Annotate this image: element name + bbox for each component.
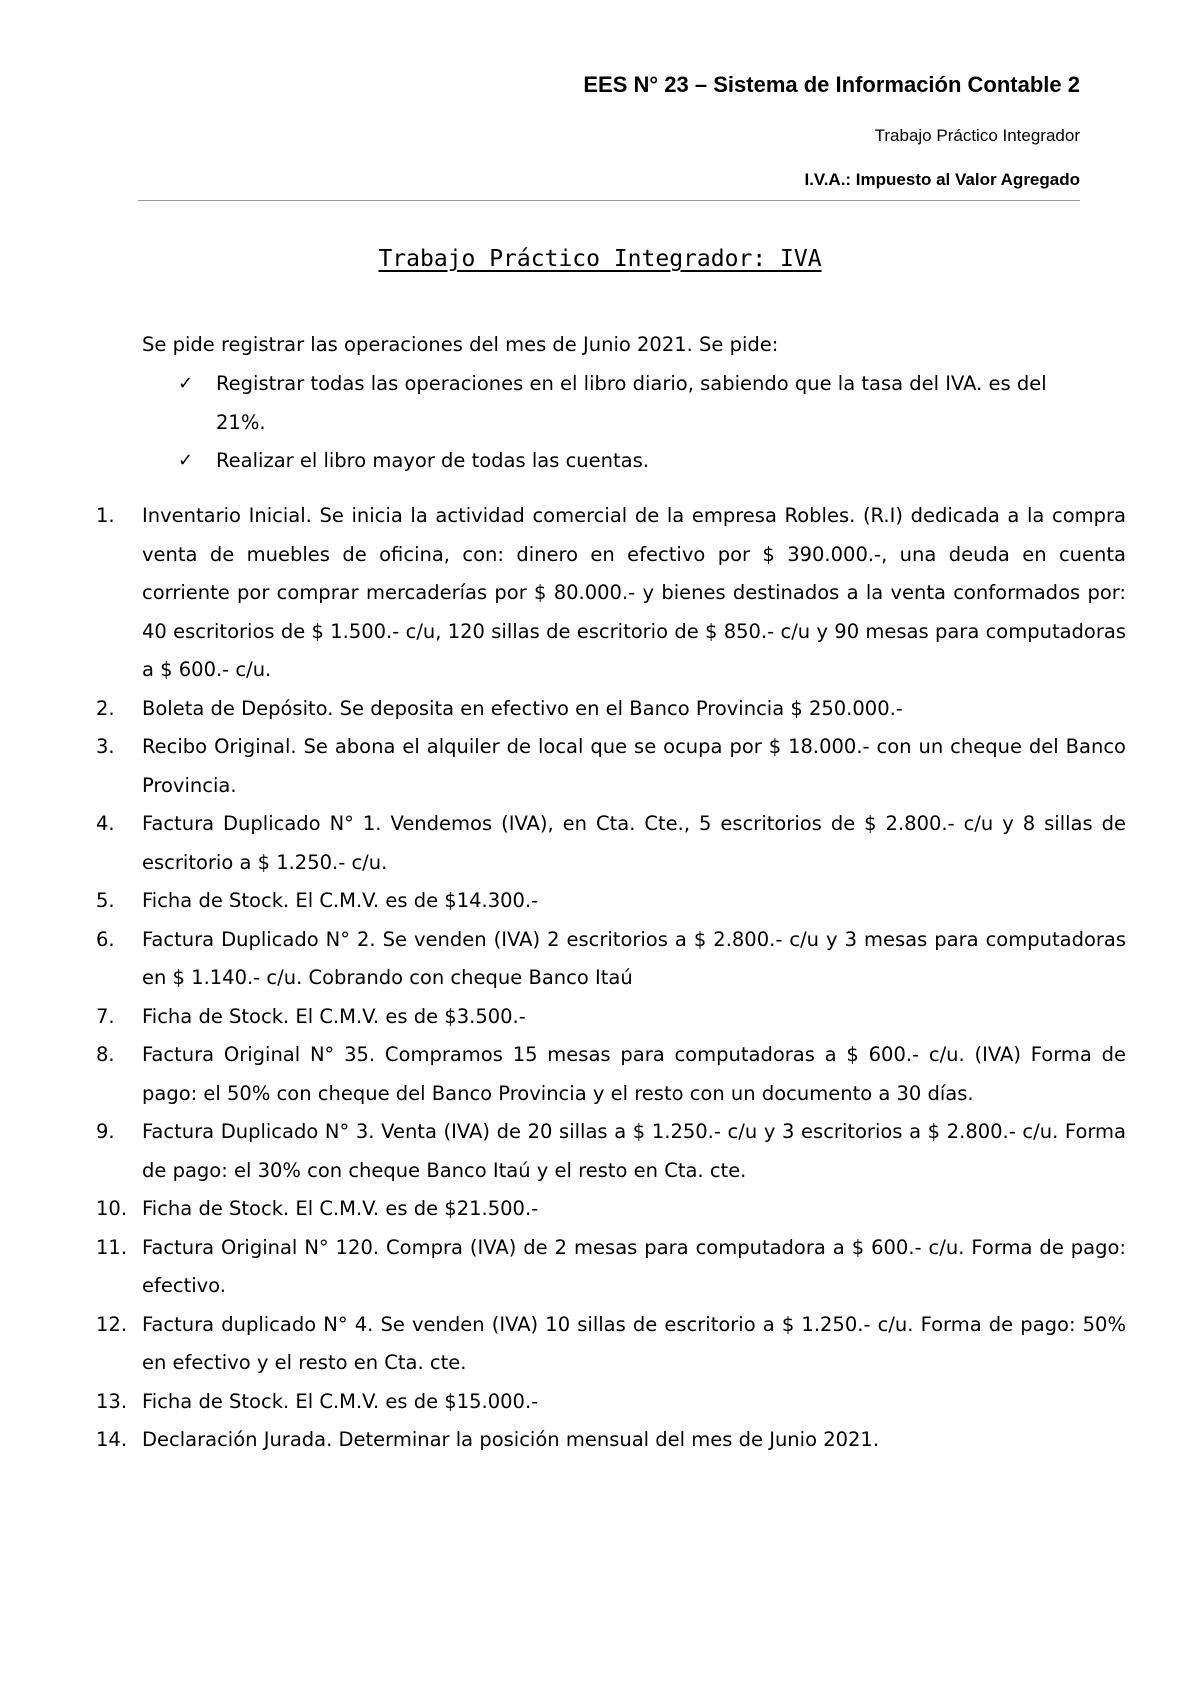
operation-item [96,1190,1126,1229]
intro-paragraph: Se pide registrar las operaciones del mes de Junio 2021. Se pide: [142,333,779,356]
checkmark-icon: ✓ [178,373,194,394]
operation-text: Ficha de Stock. El C.M.V. es de $3.500.- [142,1004,526,1028]
header-subtitle: Trabajo Práctico Integrador [874,126,1080,145]
operation-number: 4. [96,812,115,835]
operation-number: 2. [96,696,115,720]
operation-number: 10. [96,1197,128,1220]
operation-item [96,690,1126,729]
operation-item [96,1036,1126,1113]
operation-number: 6. [96,927,115,951]
header-title: EES N° 23 – Sistema de Información Contable 2 [583,72,1080,97]
operation-text: Ficha de Stock. El C.M.V. es de $21.500.- [142,1197,539,1220]
operation-text: Factura Original N° 35. Compramos 15 mesas para computadoras a $ 600.- c/u. (IVA) Forma de pago: el 50% con cheque del Banco Provincia y el resto con un documento a 30 días. [142,1043,1126,1105]
operation-number: 8. [96,1043,115,1066]
checklist-item-text: Registrar todas las operaciones en el libro diario, sabiendo que la tasa del IVA. es del 21%. [216,372,1047,434]
document-title: Trabajo Práctico Integrador: IVA [378,246,822,272]
operation-item [96,882,1126,921]
operation-number: 1. [96,504,115,527]
operation-number: 12. [96,1312,128,1336]
operation-text: Recibo Original. Se abona el alquiler de local que se ocupa por $ 18.000.- con un cheque del Banco Provincia. [142,735,1126,797]
operation-item [96,1306,1126,1383]
operations-list [96,497,1126,1460]
operation-text: Inventario Inicial. Se inicia la actividad comercial de la empresa Robles. (R.I) dedicada a la compra venta de muebles de oficina, con: dinero en efectivo por $ 390.000.-, una deuda en cuenta corriente por comprar mercaderías por $ 80.000.- y bienes destinados a la venta conformados por: 40 escritorios de $ 1.500.- c/u, 120 sillas de escritorio de $ 850.- c/u y 90 mesas para computadoras a $ 600.- c/u. [142,504,1126,681]
operation-item [96,497,1126,690]
operation-item [96,728,1126,805]
checkmark-icon: ✓ [178,450,194,471]
checklist-item [142,442,1082,481]
operation-number: 11. [96,1235,128,1259]
operation-text: Ficha de Stock. El C.M.V. es de $15.000.- [142,1389,539,1413]
operation-item [96,1229,1126,1306]
operation-item [96,921,1126,998]
operation-text: Ficha de Stock. El C.M.V. es de $14.300.- [142,889,539,912]
header-topic: I.V.A.: Impuesto al Valor Agregado [804,170,1080,189]
operation-text: Factura Duplicado N° 1. Vendemos (IVA), en Cta. Cte., 5 escritorios de $ 2.800.- c/u y 8 sillas de escritorio a $ 1.250.- c/u. [142,812,1126,874]
operation-item [96,1421,1126,1460]
operation-number: 14. [96,1428,128,1451]
checklist-item [142,365,1082,442]
operation-number: 7. [96,1004,115,1028]
operation-item [96,805,1126,882]
checklist-item-text: Realizar el libro mayor de todas las cuentas. [216,449,649,472]
operation-number: 5. [96,889,115,912]
operation-text: Factura Original N° 120. Compra (IVA) de 2 mesas para computadora a $ 600.- c/u. Forma de pago: efectivo. [142,1235,1126,1297]
operation-text: Factura Duplicado N° 2. Se venden (IVA) 2 escritorios a $ 2.800.- c/u y 3 mesas para computadoras en $ 1.140.- c/u. Cobrando con cheque Banco Itaú [142,927,1126,989]
checklist [142,365,1082,481]
operation-text: Boleta de Depósito. Se deposita en efectivo en el Banco Provincia $ 250.000.- [142,696,903,720]
operation-item [96,1383,1126,1422]
header-divider [138,200,1080,201]
operation-item [96,1113,1126,1190]
operation-text: Declaración Jurada. Determinar la posición mensual del mes de Junio 2021. [142,1428,880,1451]
operation-number: 9. [96,1120,115,1143]
operation-text: Factura duplicado N° 4. Se venden (IVA) 10 sillas de escritorio a $ 1.250.- c/u. Forma de pago: 50% en efectivo y el resto en Cta. cte. [142,1312,1126,1374]
operation-item [96,998,1126,1037]
operation-text: Factura Duplicado N° 3. Venta (IVA) de 20 sillas a $ 1.250.- c/u y 3 escritorios a $ 2.800.- c/u. Forma de pago: el 30% con cheque Banco Itaú y el resto en Cta. cte. [142,1120,1126,1182]
operation-number: 13. [96,1389,128,1413]
operation-number: 3. [96,735,115,758]
